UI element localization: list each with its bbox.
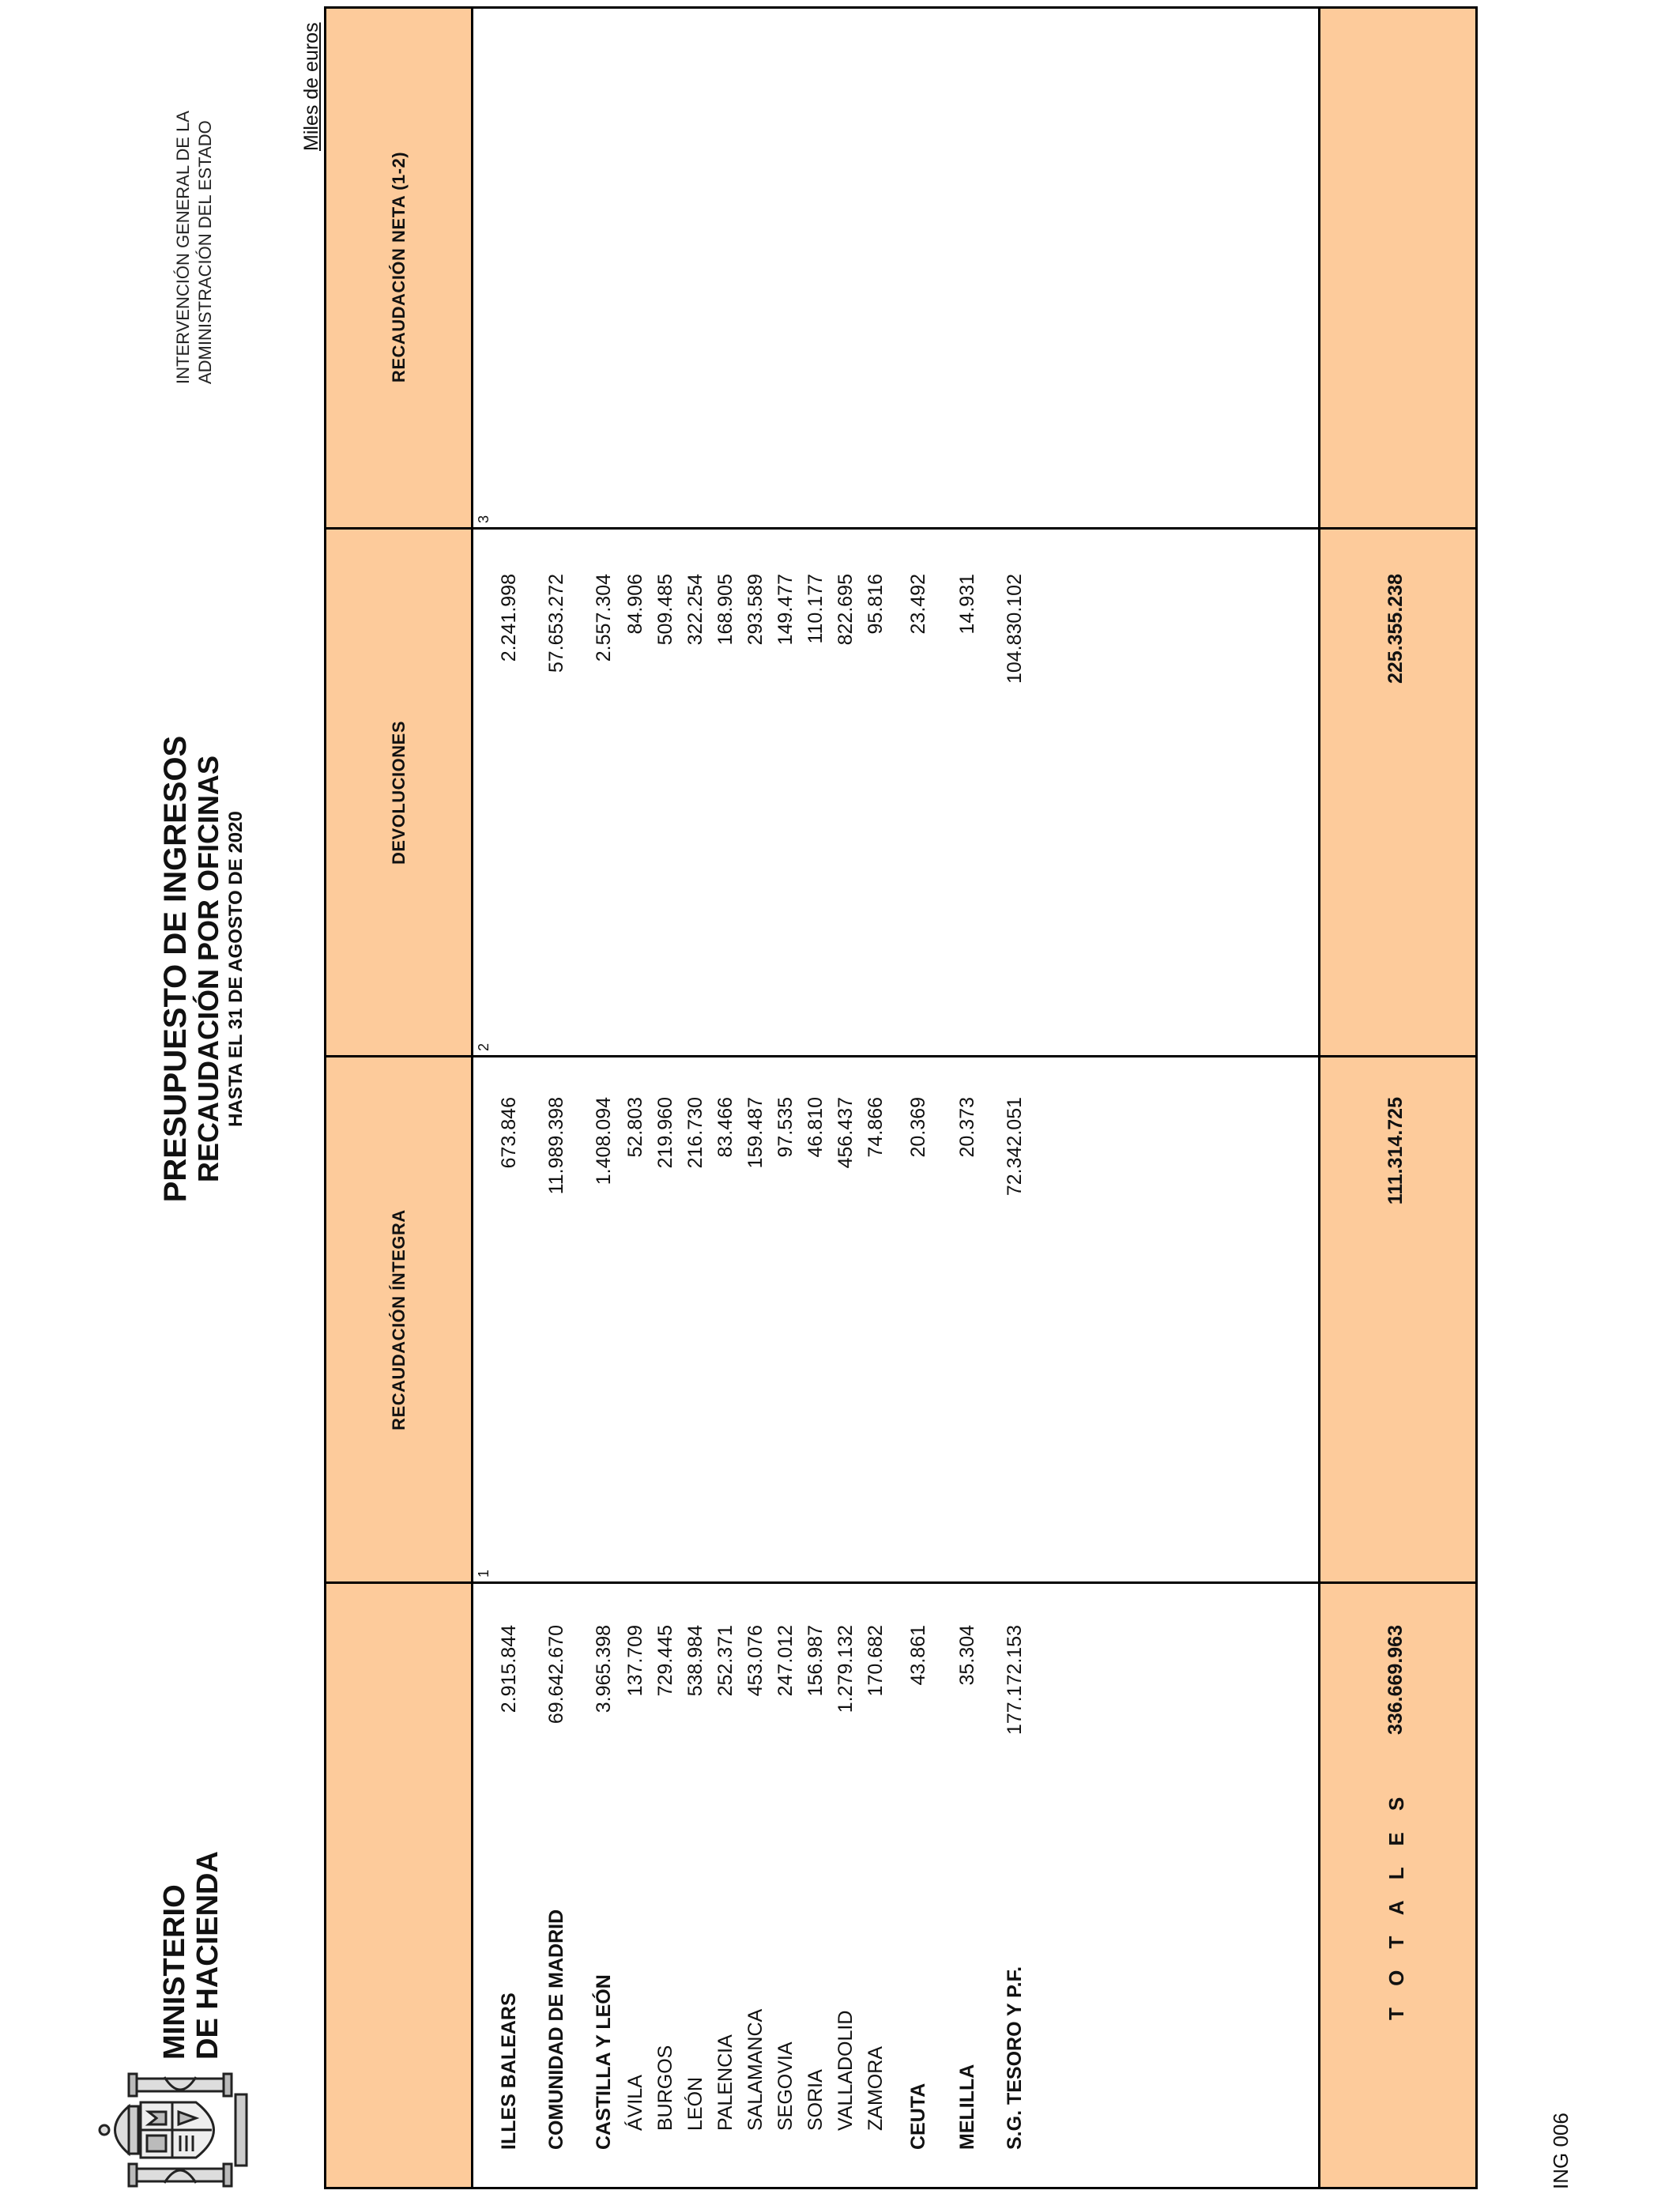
cell-neta: 322.254 (684, 574, 706, 646)
cell-devoluciones: 52.803 (624, 1097, 646, 1158)
totals-devoluciones: 111.314.725 (1384, 1097, 1407, 1205)
row-label: ILLES BALEARS (498, 1992, 520, 2150)
cell-devoluciones: 74.866 (864, 1097, 887, 1158)
title-line-1: PRESUPUESTO DE INGRESOS (158, 735, 193, 1203)
cell-devoluciones: 216.730 (684, 1097, 706, 1169)
cell-devoluciones: 20.373 (956, 1097, 978, 1158)
cell-devoluciones: 1.408.094 (593, 1097, 615, 1186)
col-number-3: 3 (476, 515, 492, 523)
totals-label: T O T A L E S (1384, 1789, 1408, 2020)
col-number-1: 1 (476, 1569, 492, 1578)
cell-integra: 170.682 (864, 1625, 887, 1697)
cell-neta: 2.557.304 (593, 574, 615, 662)
cell-integra: 538.984 (684, 1625, 706, 1697)
cell-devoluciones: 159.487 (744, 1097, 767, 1169)
units-label: Miles de euros (300, 22, 322, 151)
cell-devoluciones: 219.960 (654, 1097, 676, 1169)
cell-neta: 104.830.102 (1004, 574, 1026, 684)
col-header-neta: RECAUDACIÓN NETA (1-2) (389, 151, 409, 383)
row-label: ÁVILA (624, 2075, 646, 2131)
ministry-line-2: DE HACIENDA (191, 1851, 224, 2060)
cell-devoluciones: 97.535 (774, 1097, 797, 1158)
igae-name (172, 111, 217, 384)
cell-neta: 14.931 (956, 574, 978, 635)
title-line-2: RECAUDACIÓN POR OFICINAS (192, 755, 224, 1183)
cell-integra: 453.076 (744, 1625, 767, 1697)
cell-integra: 137.709 (624, 1625, 646, 1697)
cell-neta: 57.653.272 (545, 574, 567, 673)
cell-devoluciones: 72.342.051 (1004, 1097, 1026, 1197)
cell-neta: 509.485 (654, 574, 676, 646)
cell-integra: 3.965.398 (593, 1625, 615, 1713)
cell-devoluciones: 673.846 (498, 1097, 520, 1169)
cell-neta: 168.905 (714, 574, 736, 646)
col-header-devoluciones: DEVOLUCIONES (389, 720, 409, 865)
table-frame (324, 6, 1478, 2189)
cell-integra: 69.642.670 (545, 1625, 567, 1725)
row-label: S.G. TESORO Y P.F. (1004, 1966, 1026, 2150)
cell-devoluciones: 83.466 (714, 1097, 736, 1158)
footer-code: ING 006 (1549, 2113, 1573, 2189)
totals-integra: 336.669.963 (1384, 1625, 1407, 1736)
col-number-2: 2 (476, 1042, 492, 1051)
column-divider-3 (326, 527, 1475, 530)
totals-neta: 225.355.238 (1384, 574, 1407, 684)
cell-neta: 95.816 (864, 574, 887, 635)
row-label: SEGOVIA (774, 2041, 797, 2131)
column-divider-1 (326, 1581, 1475, 1584)
cell-devoluciones: 456.437 (834, 1097, 857, 1169)
row-label: COMUNIDAD DE MADRID (545, 1909, 567, 2150)
column-divider-2 (326, 1055, 1475, 1057)
row-label: BURGOS (654, 2045, 676, 2131)
cell-integra: 177.172.153 (1004, 1625, 1026, 1736)
cell-integra: 35.304 (956, 1625, 978, 1686)
cell-neta: 2.241.998 (498, 574, 520, 662)
spain-coat-of-arms-icon (93, 2071, 251, 2189)
row-label: CASTILLA Y LEÓN (593, 1974, 615, 2150)
cell-neta: 149.477 (774, 574, 797, 646)
header-divider (471, 9, 473, 2187)
cell-integra: 252.371 (714, 1625, 736, 1697)
cell-neta: 84.906 (624, 574, 646, 635)
row-label: SORIA (804, 2069, 827, 2131)
cell-neta: 23.492 (907, 574, 929, 635)
ministry-name (158, 1851, 224, 2060)
totals-divider (1318, 9, 1320, 2187)
cell-integra: 1.279.132 (834, 1625, 857, 1713)
row-label: MELILLA (956, 2064, 978, 2150)
row-label: PALENCIA (714, 2034, 736, 2131)
cell-integra: 247.012 (774, 1625, 797, 1697)
row-label: VALLADOLID (834, 2010, 857, 2131)
igae-line-1: INTERVENCIÓN GENERAL DE LA (173, 111, 193, 384)
row-label: LEÓN (684, 2076, 706, 2131)
cell-integra: 43.861 (907, 1625, 929, 1686)
cell-neta: 293.589 (744, 574, 767, 646)
cell-devoluciones: 20.369 (907, 1097, 929, 1158)
row-label: ZAMORA (864, 2046, 887, 2131)
cell-integra: 729.445 (654, 1625, 676, 1697)
cell-neta: 110.177 (804, 574, 827, 644)
col-header-integra: RECAUDACIÓN ÍNTEGRA (389, 1209, 409, 1431)
cell-devoluciones: 11.989.398 (545, 1097, 567, 1195)
cell-integra: 2.915.844 (498, 1625, 520, 1713)
row-label: CEUTA (907, 2083, 929, 2150)
document-title (158, 574, 248, 1364)
ministry-line-1: MINISTERIO (158, 1884, 191, 2060)
igae-line-2: ADMINISTRACIÓN DEL ESTADO (195, 120, 215, 384)
row-label: SALAMANCA (744, 2008, 767, 2131)
cell-devoluciones: 46.810 (804, 1097, 827, 1158)
title-line-3: HASTA EL 31 DE AGOSTO DE 2020 (225, 811, 247, 1127)
cell-integra: 156.987 (804, 1625, 827, 1697)
cell-neta: 822.695 (834, 574, 857, 646)
